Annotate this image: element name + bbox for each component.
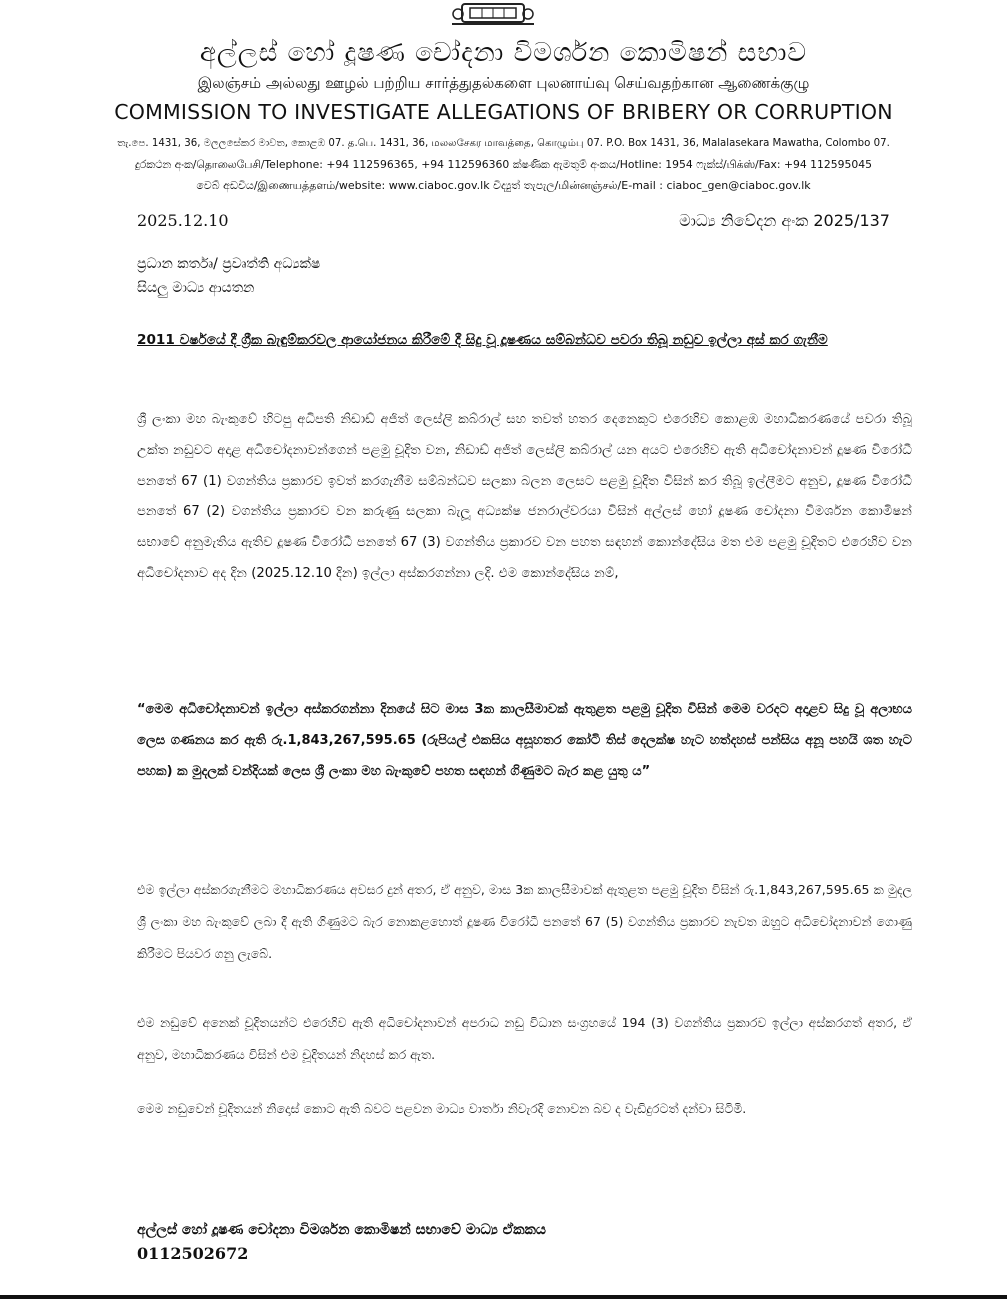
body-paragraph: එම නඩුවේ අනෙක් චූදිතයන්ට එරෙහිව ඇති අධිචෝදනාවන් අපරාධ නඩු විධාන සංග්‍රහයේ 194 (3) වගන්තිය ප්‍රකාරව ඉල්ලා අස්කරගත් අතර, ඒ අනුව, මහාධිකරණය විසින් එම චූදිතයන් නිදහස් කර ඇත. xyxy=(137,1015,912,1062)
recipient-line: ප්‍රධාන කර්තෘ/ ප්‍රවෘත්ති අධ්‍යක්ෂ xyxy=(137,256,321,272)
signature-unit: අල්ලස් හෝ දූෂණ චෝදනා විමර්ශන කොමිෂන් සභාවේ මාධ්‍ය ඒකකය xyxy=(137,1222,546,1238)
body-paragraph: මෙම නඩුවෙන් චූදිතයන් නිදොස් කොට ඇති බවට පළවන මාධ්‍ය වාර්තා නිවැරදි නොවන බව ද වැඩිදුරටත් දන්වා සිටිමි. xyxy=(137,1101,747,1116)
letterhead-web: වෙබ් අඩවිය/இணையத்தளம்/website: www.ciaboc.gov.lk විද්‍යුත් තැපැල/மின்னஞ்சல்/E-mail : ciaboc_gen@ciaboc.gov.lk xyxy=(196,179,811,192)
letterhead-address: තැ.පෙ. 1431, 36, මලලසේකර මාවත, කොළඹ 07. த.பெ. 1431, 36, மலலசேகர மாவத்தை, கொழும்பு 07. P.O. Box 1431, 36, Malalasekara Mawatha, Colombo 07. xyxy=(117,138,890,149)
recipient-line: සියලු මාධ්‍ය ආයතන xyxy=(137,280,255,296)
signature-phone: 0112502672 xyxy=(137,1244,249,1263)
letterhead-title-english: COMMISSION TO INVESTIGATE ALLEGATIONS OF BRIBERY OR CORRUPTION xyxy=(114,100,893,124)
sri-lanka-emblem-icon xyxy=(452,0,534,26)
subject-heading: 2011 වර්ෂයේ දී ග්‍රීක බැඳුම්කරවල ආයෝජනය කිරීමේ දී සිදු වූ දූෂණය සම්බන්ධව පවරා තිබූ නඩුව ඉල්ලා අස් කර ගැනීම xyxy=(137,332,828,348)
body-paragraph: එම ඉල්ලා අස්කරගැනීමට මහාධිකරණය අවසර දුන් අතර, ඒ අනුව, මාස 3ක කාලසීමාවක් ඇතුළත පළමු චූදිත විසින් රු.1,843,267,595.65 ක මුදල ශ්‍රී ලංකා මහ බැංකුවේ ලබා දී ඇති ගිණුමට බැර නොකළහොත් දූෂණ විරෝධී පනතේ 67 (5) වගන්තිය ප්‍රකාරව නැවත ඔහුට අධිචෝදනාවන් ගොණු කිරීමට පියවර ගනු ලැබේ. xyxy=(137,882,912,961)
body-paragraph: ශ්‍රී ලංකා මහ බැංකුවේ හිටපු අධිපති නිඩාඩ් අජිත් ලෙස්ලි කබ්රාල් සහ තවත් හතර දෙනෙකුට එරෙහිව කොළඹ මහාධිකරණයේ පවරා තිබූ උක්ත නඩුවට අදාළ අධිචෝදනාවන්ගෙන් පළමු චූදිත වන, නිඩාඩ් අජිත් ලෙස්ලි කබ්රාල් යන අයට එරෙහිව ඇති අධිචෝදනාවන් දූෂණ විරෝධී පනතේ 67 (1) වගන්තිය ප්‍රකාරව ඉවත් කරගැනීම සම්බන්ධව සලකා බලන ලෙසට පළමු චූදිත විසින් කර තිබූ ඉල්ලීමට අනුව, දූෂණ විරෝධී පනතේ 67 (2) වගන්තිය ප්‍රකාරව වන කරුණු සලකා බැලූ අධ්‍යක්ෂ ජනරාල්වරයා විසින් අල්ලස් හෝ දූෂණ චෝදනා විමර්ශන කොමිෂන් සභාවේ අනුමැතිය ඇතිව දූෂණ විරෝධී පනතේ 67 (3) වගන්තිය ප්‍රකාරව වන පහත සඳහන් කොන්දේසිය මත එම පළමු චූදිතට එරෙහිව වන අධිචෝදනාව අද දින (2025.12.10 දින) ඉල්ලා අස්කරගන්නා ලදි. එම කොන්දේසිය නම්, xyxy=(137,412,912,581)
condition-quote: “මෙම අධිචෝදනාවන් ඉල්ලා අස්කරගන්නා දිනයේ සිට මාස 3ක කාලසීමාවක් ඇතුළත පළමු චූදිත විසින් මෙම වරදට අදාළව සිදු වූ අලාභය ලෙස ගණනය කර ඇති රු.1,843,267,595.65 (රුපියල් එකසිය අසූහතර කෝටි තිස් දෙලක්ෂ හැට හත්දහස් පන්සිය අනූ පහයි ශත හැට පහක) ක මුදලක් වන්දියක් ලෙස ශ්‍රී ලංකා මහ බැංකුවේ පහත සඳහන් ගිණුමට බැර කළ යුතු ය” xyxy=(137,702,912,779)
media-release-number: මාධ්‍ය නිවේදන අංක 2025/137 xyxy=(679,211,890,230)
bottom-divider xyxy=(0,1295,1007,1299)
letterhead-phone: දුරකථන අංක/தொலைபேசி/Telephone: +94 112596365, +94 112596360 ක්ෂණික ඇමතුම් අංකය/Hotline: 1954 ෆැක්ස්/பிக்ஸ்/Fax: +94 112595045 xyxy=(134,158,872,171)
document-date: 2025.12.10 xyxy=(137,211,229,230)
letterhead-title-tamil: இலஞ்சம் அல்லது ஊழல் பற்றிய சார்த்துதல்களை புலனாய்வு செய்வதற்கான ஆணைக்குழு xyxy=(197,74,810,92)
letterhead-title-sinhala: අල්ලස් හෝ දූෂණ චෝදනා විමර්ශන කොමිෂන් සභාව xyxy=(199,38,808,68)
